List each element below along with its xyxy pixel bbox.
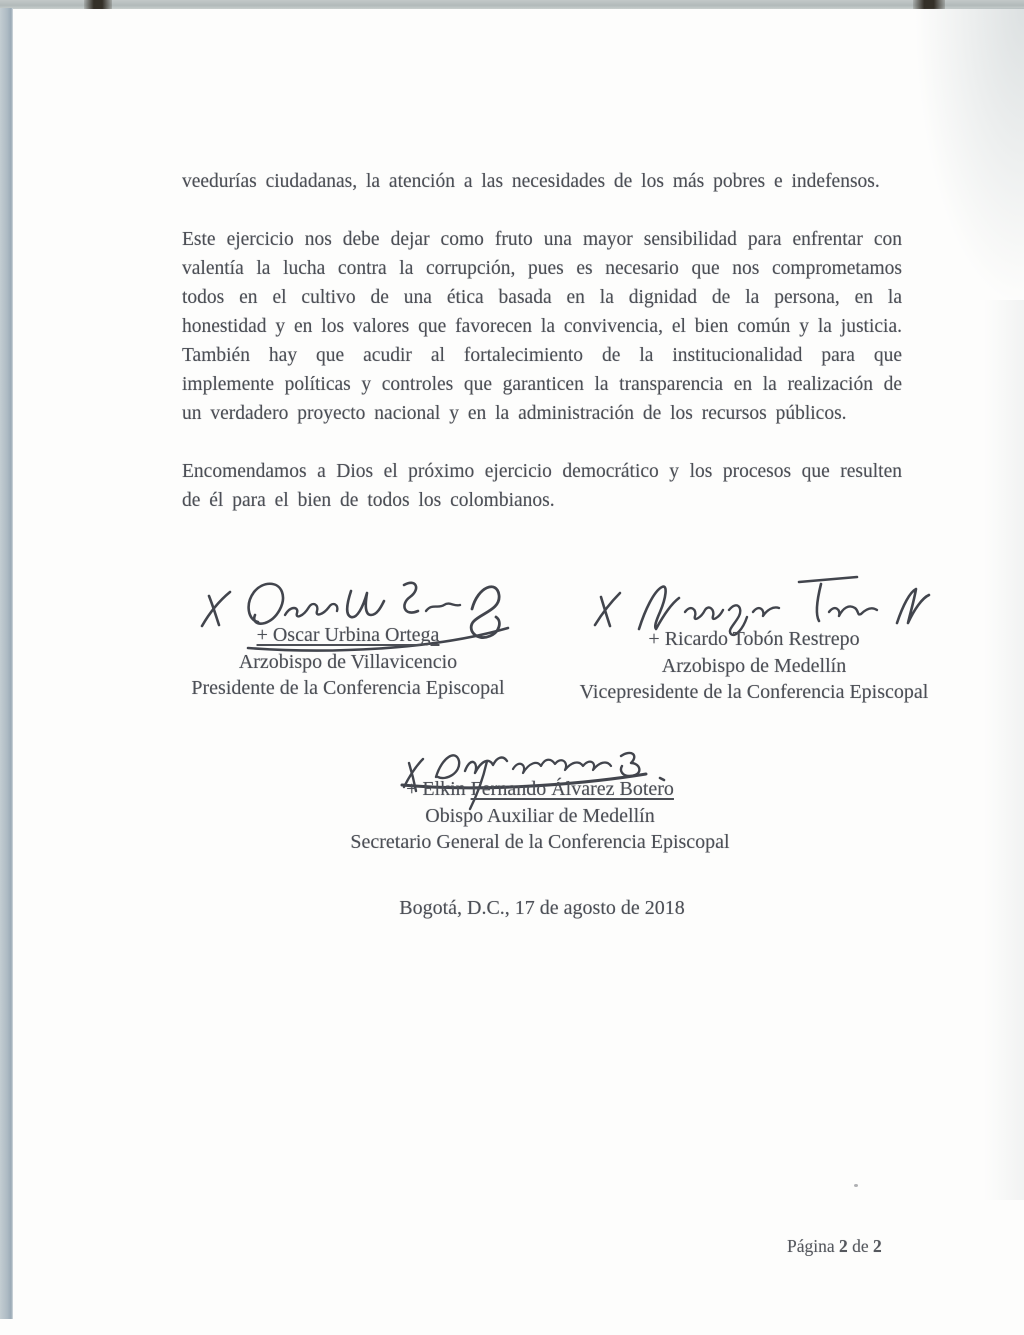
signer-role-1: Arzobispo de Villavicencio — [238, 650, 458, 673]
paragraph-2: Este ejercicio nos debe dejar como fruto una mayor sensibilidad para enfrentar con valentía la lucha contra la corrupción, pues es necesario que nos comprometamos todos en el cultivo de una ética basada en la dignidad de la persona, en la honestidad y en los valores que favorecen la convivencia, el bien común y la justicia. También hay que acudir al fortalecimiento de la institucionalidad para que implemente políticas y controles que garanticen la transparencia en la realización de un verdadero proyecto nacional y en la administración de los recursos públicos. — [182, 229, 902, 424]
signer-name — [322, 776, 758, 803]
signer-role-2: Presidente de la Conferencia Episcopal — [191, 677, 505, 699]
binder-mark-right — [913, 0, 945, 9]
signer-role-2: Vicepresidente de la Conferencia Episcopal — [579, 681, 929, 703]
signer-role-2: Secretario General de la Conferencia Episcopal — [350, 831, 730, 853]
page-number-current: 2 — [839, 1236, 848, 1256]
scan-top-band — [0, 0, 1024, 9]
signer-name-prefix: + Elkin — [406, 778, 471, 800]
paragraph-3: Encomendamos a Dios el próximo ejercicio democrático y los procesos que resulten de él para el bien de todos los colombianos. — [182, 461, 902, 511]
page-number-total: 2 — [873, 1236, 882, 1256]
signer-role-1: Arzobispo de Medellín — [661, 654, 847, 677]
letter-body — [182, 167, 902, 544]
scan-right-shade — [984, 300, 1024, 1200]
page-number-label: Página — [787, 1236, 835, 1256]
paragraph-1: veedurías ciudadanas, la atención a las necesidades de los más pobres e indefensos. — [182, 171, 880, 192]
signer-name-underlined: Fernando Álvarez Botero — [470, 778, 674, 800]
signer-name: + Oscar Urbina Ortega — [256, 624, 440, 646]
signature-block-oscar-urbina — [168, 622, 528, 702]
scan-speck — [854, 1184, 858, 1187]
signer-name: + Ricardo Tobón Restrepo — [648, 628, 860, 650]
page-number — [787, 1236, 882, 1257]
signature-block-elkin-alvarez — [322, 776, 758, 856]
signature-block-ricardo-tobon — [558, 626, 950, 706]
page-number-of: de — [852, 1236, 869, 1256]
scan-edge-strip — [0, 8, 13, 1319]
signer-role-1: Obispo Auxiliar de Medellín — [425, 804, 655, 827]
scan-corner-shade — [914, 8, 1024, 308]
dateline: Bogotá, D.C., 17 de agosto de 2018 — [399, 897, 685, 919]
binder-mark-left — [84, 0, 112, 9]
